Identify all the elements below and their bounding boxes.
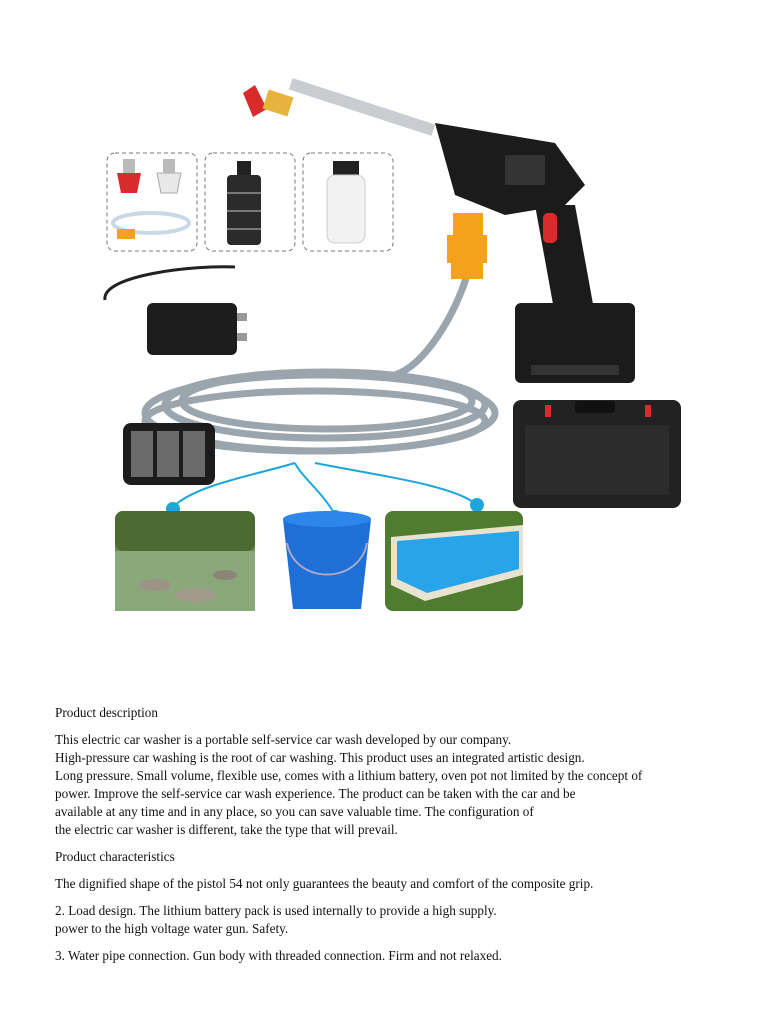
dot-pool <box>470 498 484 512</box>
accessory-box-filter <box>205 153 295 251</box>
description-line: the electric car washer is different, take the type that will prevail. <box>55 822 398 837</box>
description-heading: Product description <box>55 705 158 720</box>
description-line: This electric car washer is a portable self-service car wash developed by our company. <box>55 732 512 747</box>
characteristic-3: 3. Water pipe connection. Gun body with threaded connection. Firm and not relaxed. <box>55 948 502 963</box>
description-line: High-pressure car washing is the root of car washing. This product uses an integrated artistic design. <box>55 750 585 765</box>
characteristic-2 <box>55 902 735 938</box>
description-line: available at any time and in any place, so you can save valuable time. The configuration of <box>55 804 534 819</box>
accessory-box-foam-bottle <box>303 153 393 251</box>
description-line: Long pressure. Small volume, flexible use, comes with a lithium battery, oven pot not limited by the concept of <box>55 768 643 783</box>
characteristic-2-line: 2. Load design. The lithium battery pack is used internally to provide a high supply. <box>55 903 497 918</box>
water-filter <box>123 423 215 485</box>
product-image <box>95 75 695 615</box>
characteristic-2-line: power to the high voltage water gun. Safety. <box>55 921 289 936</box>
characteristics-heading: Product characteristics <box>55 849 175 864</box>
river-scene <box>115 511 255 611</box>
pool-scene <box>385 511 523 611</box>
description-line: power. Improve the self-service car wash experience. The product can be taken with the car and be <box>55 786 576 801</box>
characteristic-1: The dignified shape of the pistol 54 not only guarantees the beauty and comfort of the composite grip. <box>55 876 594 891</box>
description-paragraph <box>55 731 735 839</box>
water-source-lines <box>173 463 477 515</box>
carrying-case <box>513 400 681 508</box>
charger-adapter <box>105 267 247 355</box>
accessory-box-nozzles <box>107 153 197 251</box>
product-text <box>55 704 735 974</box>
bucket <box>283 511 371 609</box>
